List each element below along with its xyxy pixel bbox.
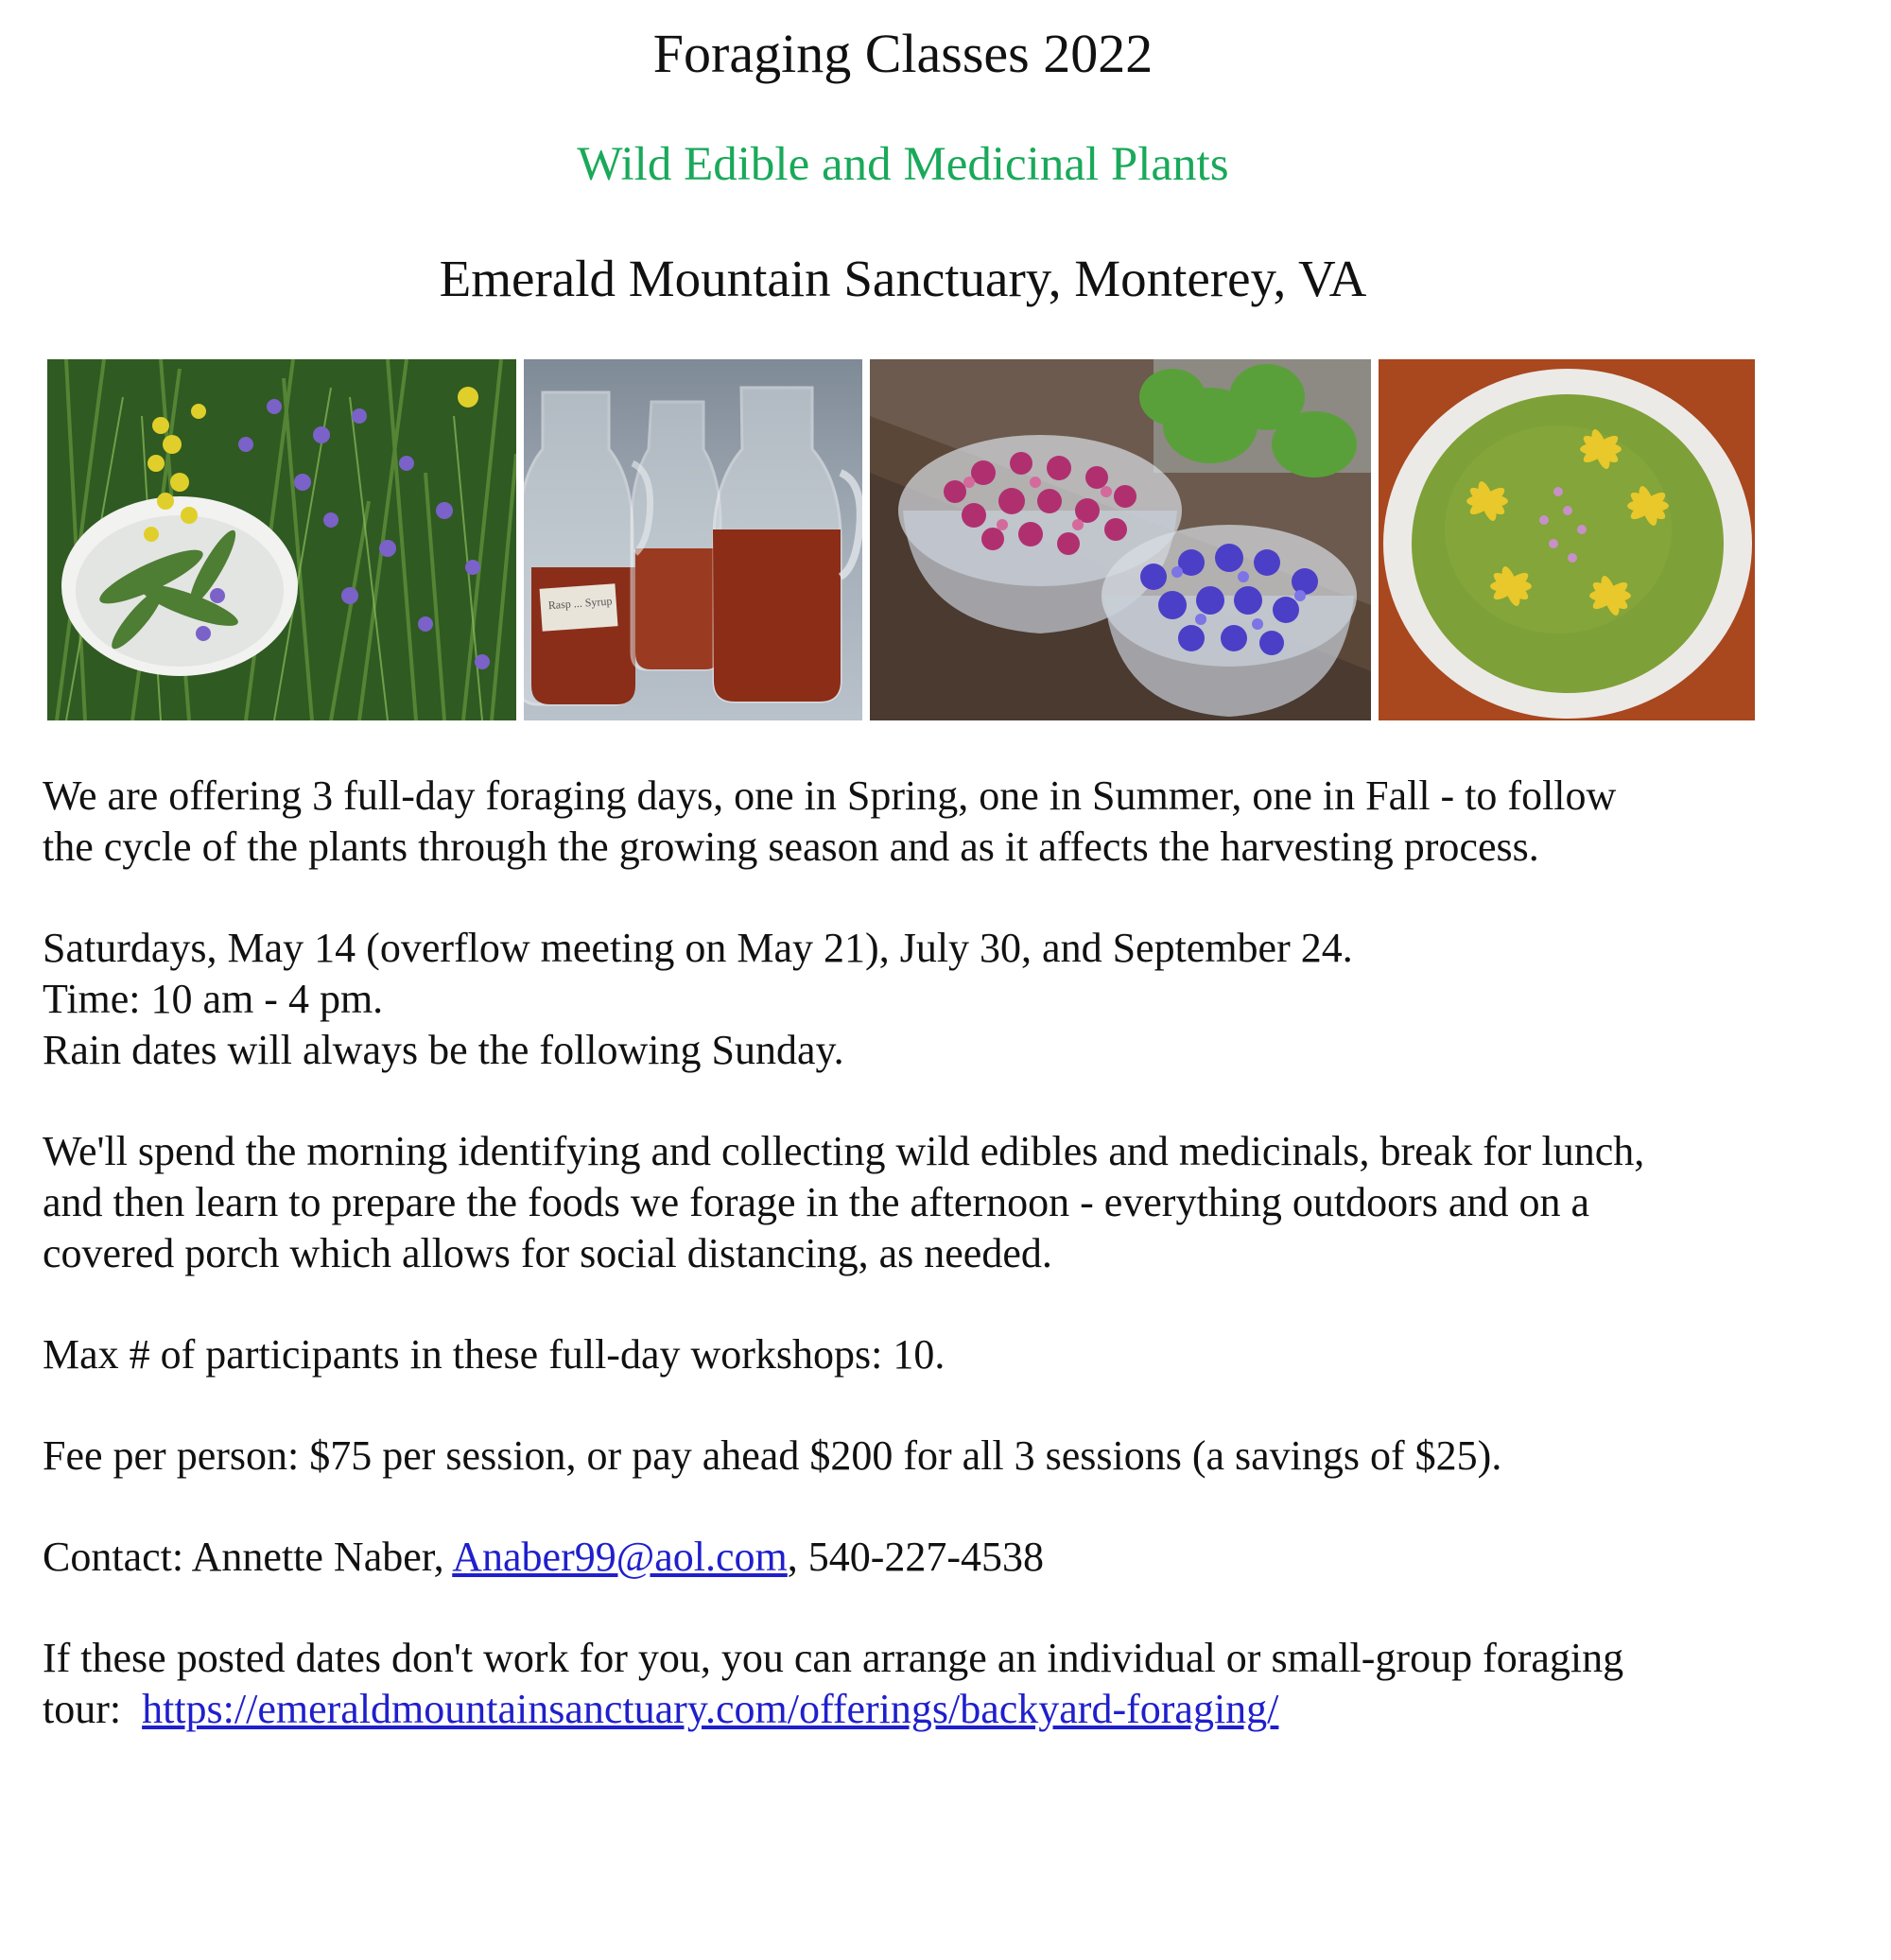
- photo-green-soup: [1379, 359, 1755, 720]
- intro-line-2: the cycle of the plants through the growing season and as it affects the harvesting process.: [43, 824, 1539, 870]
- photo-greens-bowl: [47, 359, 516, 720]
- tour-label: tour:: [43, 1686, 143, 1732]
- tour-line-2: [43, 1684, 1782, 1735]
- plan-paragraph: [43, 1126, 1782, 1279]
- plan-line-1: We'll spend the morning identifying and collecting wild edibles and medicinals, break for lunch,: [43, 1128, 1645, 1174]
- page-subtitle: Wild Edible and Medicinal Plants: [577, 138, 1229, 191]
- fee-paragraph: [43, 1431, 1782, 1482]
- tour-url-link[interactable]: https://emeraldmountainsanctuary.com/offerings/backyard-foraging/: [142, 1686, 1279, 1732]
- time-text: Time: 10 am - 4 pm.: [43, 976, 384, 1022]
- dates-text: Saturdays, May 14 (overflow meeting on May 21), July 30, and September 24.: [43, 925, 1353, 971]
- intro-line-1: We are offering 3 full-day foraging days, one in Spring, one in Summer, one in Fall - to follow: [43, 772, 1617, 819]
- photo-strip: [47, 359, 1755, 720]
- plan-line-2: and then learn to prepare the foods we forage in the afternoon - everything outdoors and on a: [43, 1179, 1589, 1225]
- schedule-paragraph: [43, 923, 1782, 1076]
- contact-email-link[interactable]: Anaber99@aol.com: [452, 1534, 788, 1580]
- location-heading: Emerald Mountain Sanctuary, Monterey, VA: [439, 250, 1367, 307]
- plan-line-3: covered porch which allows for social distancing, as needed.: [43, 1230, 1052, 1276]
- max-participants-text: Max # of participants in these full-day workshops: 10.: [43, 1331, 946, 1378]
- intro-paragraph: [43, 771, 1782, 873]
- contact-phone: , 540-227-4538: [787, 1534, 1045, 1580]
- contact-paragraph: [43, 1532, 1782, 1583]
- fee-text: Fee per person: $75 per session, or pay ahead $200 for all 3 sessions (a savings of $25).: [43, 1432, 1502, 1479]
- photo-syrup-jars: [524, 359, 862, 720]
- rain-dates-text: Rain dates will always be the following Sunday.: [43, 1027, 844, 1073]
- tour-line-1: If these posted dates don't work for you, you can arrange an individual or small-group foraging: [43, 1635, 1624, 1681]
- max-participants-paragraph: [43, 1329, 1782, 1380]
- page-title: Foraging Classes 2022: [652, 23, 1154, 84]
- description: [43, 771, 1782, 1785]
- contact-name: Contact: Annette Naber,: [43, 1534, 453, 1580]
- jar-label: Rasp ... Syrup: [547, 594, 613, 613]
- photo-flower-bowls: [870, 359, 1371, 720]
- contact-line: [43, 1532, 1782, 1583]
- tour-paragraph: [43, 1633, 1782, 1735]
